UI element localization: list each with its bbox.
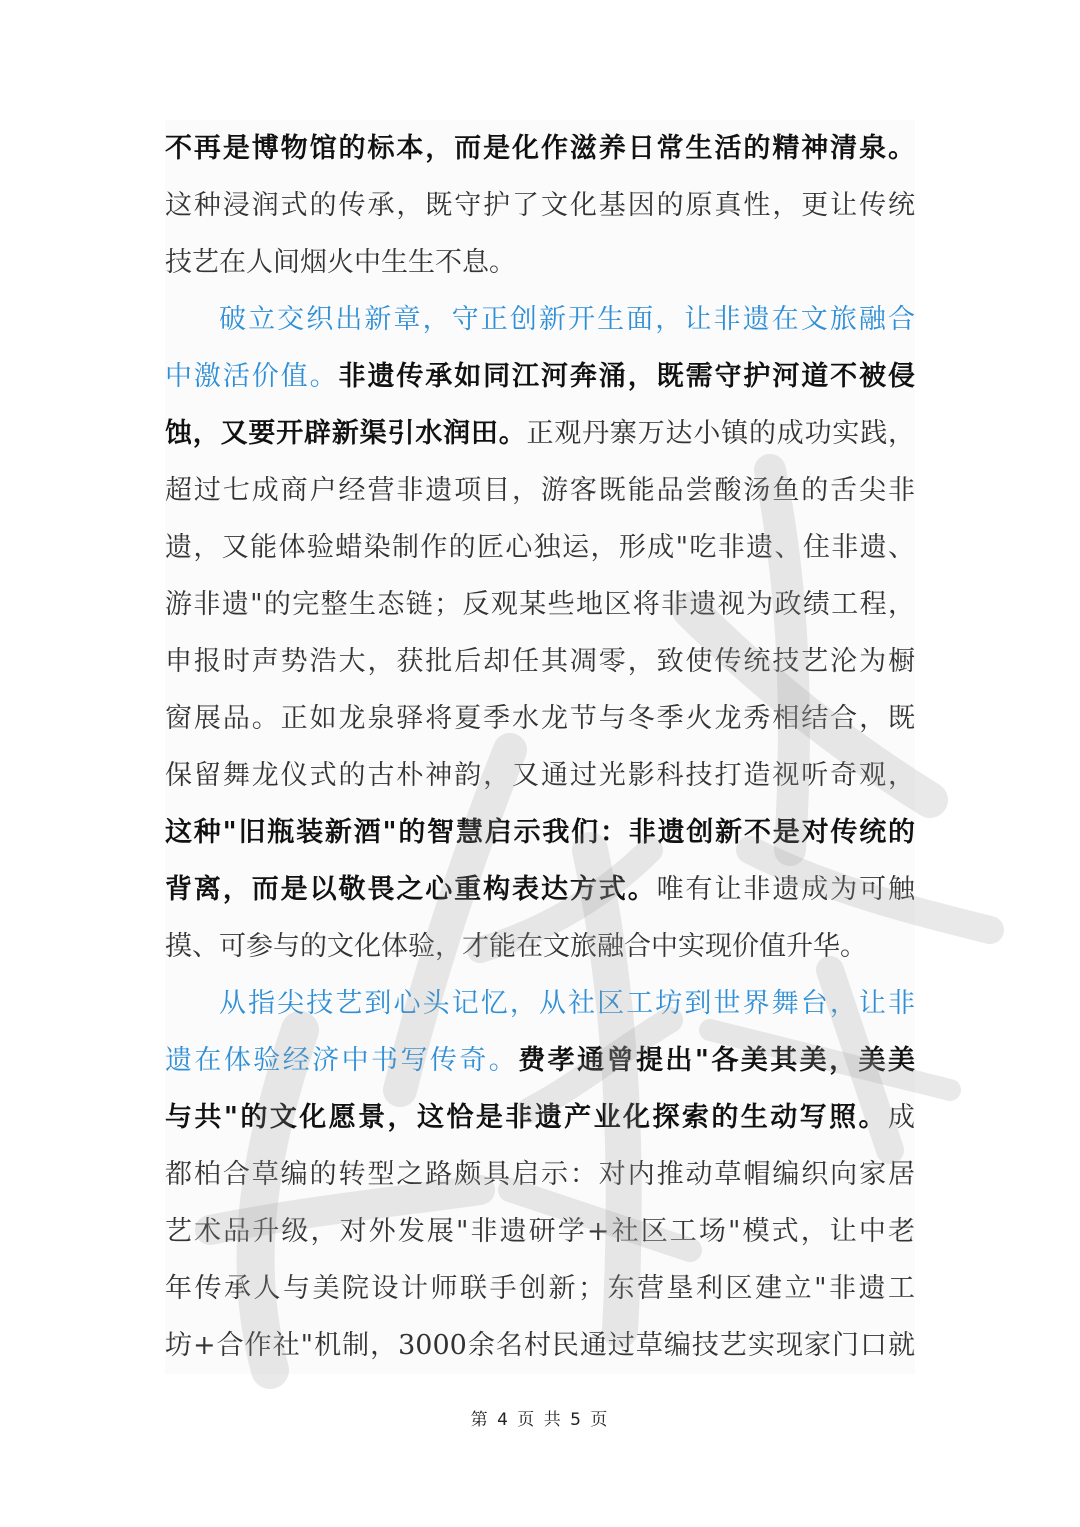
body-text: 这种浸润式的传承，既守护了文化基因的原真性，更让传统 bbox=[165, 190, 915, 221]
highlighted-heading-text: 破立交织出新章，守正创新开生面，让非遗在文旅融合 bbox=[219, 304, 915, 335]
highlighted-heading-text: 从指尖技艺到心头记忆，从社区工坊到世界舞台，让非 bbox=[219, 988, 915, 1019]
bold-text: 非遗传承如同江河奔涌，既需守护河道不被侵 bbox=[338, 361, 915, 392]
body-text: 都柏合草编的转型之路颇具启示：对内推动草帽编织向家居 bbox=[165, 1159, 915, 1190]
bold-text: 背离，而是以敬畏之心重构表达方式。 bbox=[165, 874, 657, 905]
text-line bbox=[165, 291, 915, 348]
text-line bbox=[165, 1146, 915, 1203]
text-line bbox=[165, 690, 915, 747]
page-footer: 第 4 页 共 5 页 bbox=[470, 1410, 610, 1430]
text-line bbox=[165, 519, 915, 576]
body-text: 坊+合作社"机制，3000余名村民通过草编技艺实现家门口就 bbox=[165, 1330, 915, 1361]
text-line bbox=[165, 804, 915, 861]
text-line bbox=[165, 861, 915, 918]
text-line bbox=[165, 633, 915, 690]
bold-text: 这种"旧瓶装新酒"的智慧启示我们：非遗创新不是对传统的 bbox=[165, 817, 915, 848]
bold-text: 费孝通曾提出"各美其美，美美 bbox=[518, 1045, 915, 1076]
text-line bbox=[165, 177, 915, 234]
text-line bbox=[165, 405, 915, 462]
body-text: 保留舞龙仪式的古朴神韵，又通过光影科技打造视听奇观， bbox=[165, 760, 915, 791]
text-line bbox=[165, 1032, 915, 1089]
text-line bbox=[165, 462, 915, 519]
body-text: 唯有让非遗成为可触 bbox=[656, 874, 915, 905]
body-text: 游非遗"的完整生态链；反观某些地区将非遗视为政绩工程， bbox=[165, 589, 915, 620]
text-line bbox=[165, 348, 915, 405]
highlighted-heading-text: 遗在体验经济中书写传奇。 bbox=[165, 1045, 519, 1076]
bold-text: 蚀，又要开辟新渠引水润田。 bbox=[165, 418, 527, 449]
document-body bbox=[165, 120, 915, 1374]
body-text: 超过七成商户经营非遗项目，游客既能品尝酸汤鱼的舌尖非 bbox=[165, 475, 915, 506]
body-text: 技艺在人间烟火中生生不息。 bbox=[165, 247, 516, 278]
body-text: 窗展品。正如龙泉驿将夏季水龙节与冬季火龙秀相结合，既 bbox=[165, 703, 915, 734]
bold-text: 不再是博物馆的标本，而是化作滋养日常生活的精神清泉。 bbox=[165, 133, 915, 164]
body-text: 正观丹寨万达小镇的成功实践， bbox=[526, 418, 915, 449]
text-line bbox=[165, 747, 915, 804]
body-text: 摸、可参与的文化体验，才能在文旅融合中实现价值升华。 bbox=[165, 931, 867, 962]
body-text: 艺术品升级，对外发展"非遗研学+社区工场"模式，让中老 bbox=[165, 1216, 915, 1247]
body-text: 成 bbox=[888, 1102, 915, 1133]
body-text: 申报时声势浩大，获批后却任其凋零，致使传统技艺沦为橱 bbox=[165, 646, 915, 677]
bold-text: 与共"的文化愿景，这恰是非遗产业化探索的生动写照。 bbox=[165, 1102, 888, 1133]
highlighted-heading-text: 中激活价值。 bbox=[165, 361, 339, 392]
text-line bbox=[165, 975, 915, 1032]
text-line bbox=[165, 1203, 915, 1260]
text-line bbox=[165, 1089, 915, 1146]
text-line bbox=[165, 120, 915, 177]
body-text: 年传承人与美院设计师联手创新；东营垦利区建立"非遗工 bbox=[165, 1273, 915, 1304]
text-line bbox=[165, 918, 915, 975]
text-line bbox=[165, 1260, 915, 1317]
body-text: 遗，又能体验蜡染制作的匠心独运，形成"吃非遗、住非遗、 bbox=[165, 532, 915, 563]
text-line bbox=[165, 234, 915, 291]
text-line bbox=[165, 1317, 915, 1374]
text-line bbox=[165, 576, 915, 633]
